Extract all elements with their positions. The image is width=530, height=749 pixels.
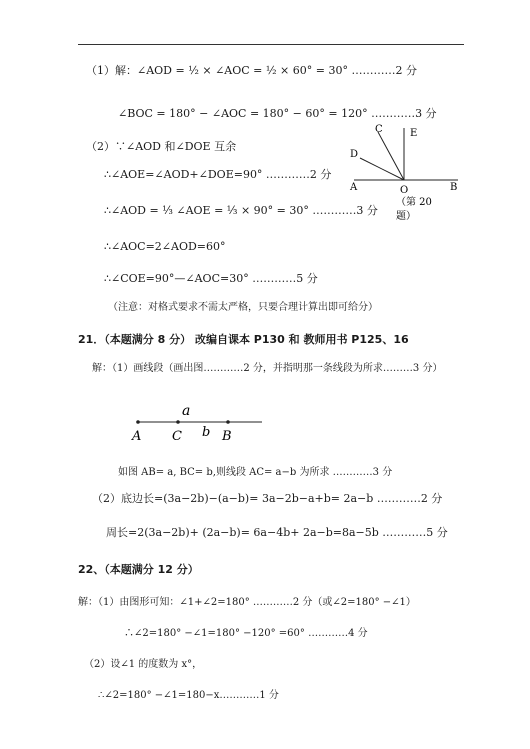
p20-part2-line2: ∴∠AOD = ⅓ ∠AOE = ⅓ × 90° = 30° …………3 分 [104, 204, 378, 217]
figure-caption-line1: （第 20 [396, 197, 432, 208]
p21-line-perimeter: 周长=2(3a−2b)+ (2a−b)= 6a−4b+ 2a−b=8a−5b …………5 分 [106, 526, 448, 539]
p22-line2: ∴∠2=180° −∠1=180° −120° =60° …………4 分 [124, 628, 368, 639]
figure-caption-line2: 题） [396, 211, 416, 222]
label-c: C [375, 124, 383, 135]
label-d: D [350, 149, 359, 160]
p22-line4: ∴∠2=180° −∠1=180−x…………1 分 [98, 690, 279, 701]
p22-line1: 解：（1）由图形可知：∠1+∠2=180° …………2 分（或∠2=180° −∠1） [78, 597, 416, 608]
ray-od [360, 158, 404, 180]
p22-title: 22、（本题满分 12 分） [78, 563, 199, 576]
label-b: B [450, 182, 458, 193]
label-o: O [400, 185, 409, 196]
p21-line-ac: 如图 AB= a, BC= b,则线段 AC= a−b 为所求 …………3 分 [118, 467, 393, 478]
p20-part1-line1: （1）解：∠AOD = ½ × ∠AOC = ½ × 60° = 30° …………2 分 [86, 64, 417, 77]
p21-segment-figure [126, 398, 276, 446]
point-a-label: A [132, 429, 142, 444]
label-a-length: a [182, 403, 191, 419]
label-e: E [410, 128, 418, 139]
label-b-length: b [202, 425, 211, 440]
p21-line-base: （2）底边长=(3a−2b)−(a−b)= 3a−2b−a+b= 2a−b …………2 分 [92, 492, 443, 505]
p20-part2-line1: ∴∠AOE=∠AOD+∠DOE=90° …………2 分 [104, 168, 332, 181]
p20-angle-figure [340, 118, 470, 228]
p20-part2-header: （2）∵∠AOD 和∠DOE 互余 [86, 140, 237, 153]
header-rule [78, 44, 464, 45]
p22-line3: （2）设∠1 的度数为 x°， [84, 659, 203, 670]
p20-part2-line3: ∴∠AOC=2∠AOD=60° [104, 240, 226, 253]
point-c-dot [176, 420, 180, 424]
point-b-label: B [222, 429, 232, 444]
point-c-label: C [172, 429, 182, 444]
p20-part2-line4: ∴∠COE=90°—∠AOC=30° …………5 分 [104, 272, 318, 285]
p20-part1-line2: ∠BOC = 180° − ∠AOC = 180° − 60° = 120° …………3 分 [118, 107, 437, 120]
label-a: A [350, 182, 358, 193]
point-b-dot [226, 420, 230, 424]
ray-oc [378, 132, 404, 180]
p21-title: 21．（本题满分 8 分） 改编自课本 P130 和 教师用书 P125、16 [78, 333, 409, 346]
point-a-dot [136, 420, 140, 424]
p20-note: （注意：对格式要求不需太严格，只要合理计算出即可给分） [108, 302, 378, 313]
p21-solution-line: 解：（1）画线段（画出图…………2 分，并指明那一条线段为所求………3 分） [92, 363, 443, 374]
